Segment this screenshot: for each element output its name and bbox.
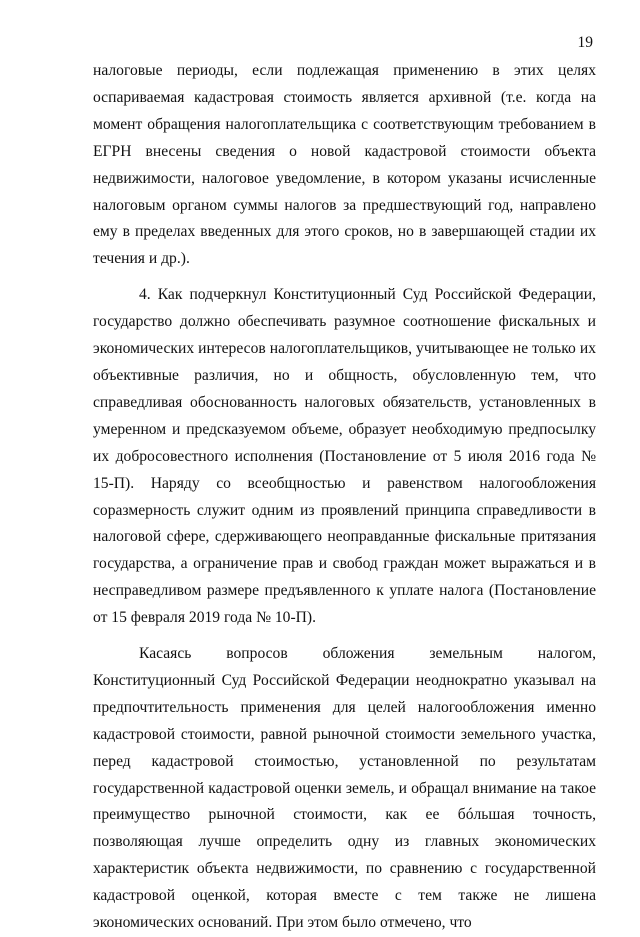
page-number: 19 <box>577 34 593 51</box>
paragraph-land-tax: Касаясь вопросов обложения земельным налогом, Конституционный Суд Российской Федерации неоднократно указывал на предпочтительность применения для целей налогообложения именно кадастровой стоимости, равной рыночной стоимости земельного участка, перед кадастровой стоимостью, установленной по результатам государственной кадастровой оценки земель, и обращал внимание на такое преимущество рыночной стоимости, как ее бóльшая точность, позволяющая лучше определить одну из главных экономических характеристик объекта недвижимости, по сравнению с государственной кадастровой оценкой, которая вместе с тем также не лишена экономических оснований. При этом было отмечено, что <box>93 645 596 932</box>
paragraph-item-4: 4. Как подчеркнул Конституционный Суд Российской Федерации, государство должно обеспечивать разумное соотношение фискальных и экономических интересов налогоплательщиков, учитывающее не только их объективные различия, но и общность, обусловленную тем, что справедливая обоснованность налоговых обязательств, установленных в умеренном и предсказуемом объеме, образует необходимую предпосылку их добросовестного исполнения (Постановление от 5 июля 2016 года № 15-П). Наряду со всеобщностью и равенством налогообложения соразмерность служит одним из проявлений принципа справедливости в налоговой сфере, сдерживающего неоправданные фискальные притязания государства, а ограничение прав и свобод граждан может выражаться и в несправедливом размере предъявленного к уплате налога (Постановление от 15 февраля 2019 года № 10-П). <box>93 286 596 627</box>
paragraph-continuation: налоговые периоды, если подлежащая применению в этих целях оспариваемая кадастровая стоимость является архивной (т.е. когда на момент обращения налогоплательщика с соответствующим требованием в ЕГРН внесены сведения о новой кадастровой стоимости объекта недвижимости, налоговое уведомление, в котором указаны исчисленные налоговым органом суммы налогов за предшествующий год, направлено ему в пределах введенных для этого сроков, но в завершающей стадии их течения и др.). <box>93 62 596 268</box>
document-body <box>93 58 596 937</box>
